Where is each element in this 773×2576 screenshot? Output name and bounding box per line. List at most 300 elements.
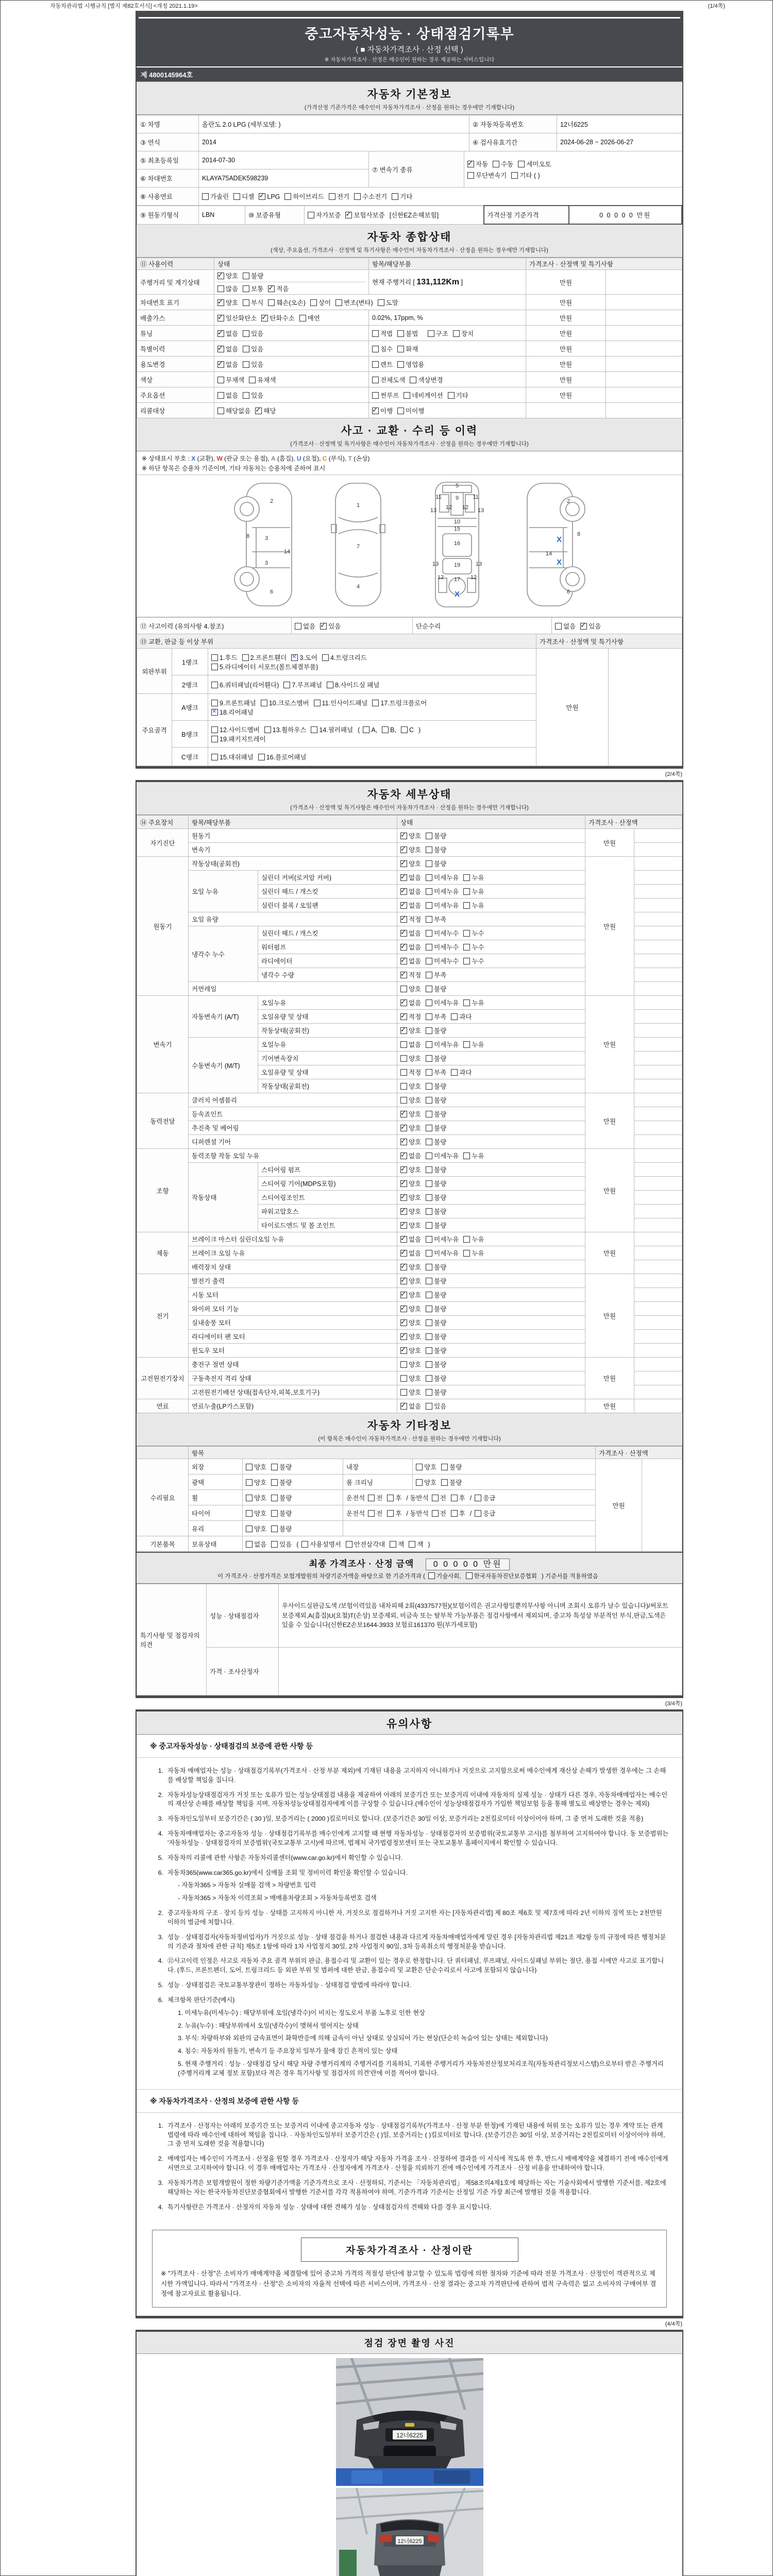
checkbox[interactable] <box>400 1264 407 1270</box>
checkbox[interactable] <box>211 682 218 688</box>
checkbox[interactable] <box>441 1479 448 1486</box>
checkbox[interactable] <box>463 888 470 895</box>
checkbox[interactable] <box>314 700 321 706</box>
usage-label: 튜닝 <box>137 326 214 341</box>
checkbox[interactable] <box>390 1541 396 1548</box>
checkbox[interactable] <box>400 1153 407 1159</box>
checkbox[interactable] <box>400 1139 407 1145</box>
checkbox[interactable] <box>400 860 407 867</box>
device-state <box>397 1371 585 1385</box>
checkbox[interactable] <box>397 346 404 352</box>
checkbox[interactable] <box>249 377 256 383</box>
checkbox[interactable] <box>243 346 249 352</box>
checkbox[interactable] <box>400 1208 407 1215</box>
checkbox[interactable] <box>372 377 379 383</box>
checkbox[interactable] <box>400 1222 407 1229</box>
option-기타: 기타 <box>448 392 468 399</box>
checkbox[interactable] <box>400 1306 407 1312</box>
checkbox[interactable] <box>451 1013 458 1020</box>
checkbox[interactable] <box>400 1375 407 1382</box>
checkbox[interactable] <box>426 1097 432 1104</box>
checkbox[interactable] <box>202 193 209 200</box>
checkbox[interactable] <box>311 726 317 733</box>
checkbox[interactable] <box>271 1510 278 1517</box>
option-누유: 누유 <box>463 1041 484 1048</box>
checkbox[interactable] <box>243 361 249 368</box>
checkbox[interactable] <box>416 1464 423 1470</box>
checkbox[interactable] <box>426 888 432 895</box>
inspection-form <box>136 11 683 2576</box>
checkbox[interactable] <box>463 874 470 881</box>
checkbox[interactable] <box>475 1495 481 1501</box>
checkbox[interactable] <box>463 1041 470 1048</box>
checkbox[interactable] <box>400 1041 407 1048</box>
checkbox[interactable] <box>261 315 268 321</box>
checkbox[interactable] <box>211 709 218 716</box>
checkbox[interactable] <box>400 916 407 923</box>
option-불량: 불량 <box>426 860 446 868</box>
base-price-value: 0 0 0 0 0 만원 <box>569 206 682 224</box>
checkbox[interactable] <box>426 1013 432 1020</box>
option-없음: ✓ 없음 <box>400 944 421 951</box>
checkbox[interactable] <box>400 1069 407 1076</box>
legend-part: W <box>216 455 223 462</box>
checkbox[interactable] <box>400 1292 407 1298</box>
checkbox[interactable] <box>233 193 240 200</box>
device-state <box>397 1330 585 1344</box>
checkbox[interactable] <box>271 1464 278 1470</box>
checkbox[interactable] <box>211 726 218 733</box>
checkbox[interactable] <box>475 1510 481 1517</box>
checkbox[interactable] <box>453 330 460 337</box>
checkbox[interactable] <box>264 726 271 733</box>
checkbox[interactable] <box>400 930 407 937</box>
checkbox[interactable] <box>426 1166 432 1173</box>
checkbox[interactable] <box>426 902 432 909</box>
checkbox[interactable] <box>243 285 249 292</box>
checkbox[interactable] <box>400 1013 407 1020</box>
option-없음: ✓ 없음 <box>217 330 238 337</box>
checkbox[interactable] <box>426 874 432 881</box>
option-있음: 있음 <box>271 1541 292 1548</box>
checkbox[interactable] <box>428 330 434 337</box>
checkbox[interactable] <box>329 193 335 200</box>
checkbox[interactable] <box>426 1250 432 1257</box>
checkbox[interactable] <box>426 1375 432 1382</box>
option-해당없음: 해당없음 <box>217 408 250 415</box>
checkbox[interactable] <box>493 161 499 167</box>
option-양호: ✓ 양호 <box>400 1347 421 1354</box>
checkbox[interactable] <box>426 930 432 937</box>
checkbox[interactable] <box>400 1361 407 1368</box>
usage-item: 0.02%, 17ppm, % <box>369 310 526 326</box>
checkbox[interactable] <box>426 1180 432 1187</box>
checkbox[interactable] <box>400 833 407 839</box>
repair-item-a: 타이어 <box>189 1505 243 1521</box>
checkbox[interactable] <box>368 1495 375 1501</box>
checkbox[interactable] <box>426 1069 432 1076</box>
checkbox[interactable] <box>400 1055 407 1062</box>
checkbox[interactable] <box>426 1055 432 1062</box>
option-부식: 부식 <box>243 299 263 307</box>
checkbox[interactable] <box>327 682 333 688</box>
checkbox[interactable] <box>426 916 432 923</box>
checkbox[interactable] <box>397 330 404 337</box>
checkbox[interactable] <box>426 1333 432 1340</box>
checkbox[interactable] <box>441 1464 448 1470</box>
checkbox[interactable] <box>426 860 432 867</box>
rank-items <box>208 649 536 675</box>
checkbox[interactable] <box>246 1526 253 1532</box>
checkbox[interactable] <box>463 958 470 964</box>
option-이행: ✓ 이행 <box>372 408 393 415</box>
checkbox[interactable] <box>217 377 224 383</box>
checkbox[interactable] <box>426 1222 432 1229</box>
checkbox[interactable] <box>400 999 407 1006</box>
device-state <box>397 1385 585 1399</box>
checkbox[interactable] <box>426 958 432 964</box>
checkbox[interactable] <box>426 1027 432 1034</box>
checkbox[interactable] <box>268 285 275 292</box>
checkbox[interactable] <box>310 299 317 306</box>
checkbox[interactable] <box>246 1495 253 1501</box>
option-무채색: 무채색 <box>217 377 244 384</box>
checkbox[interactable] <box>400 1097 407 1104</box>
option-5.라디에이터 서포트(볼트체결부품): 5.라디에이터 서포트(볼트체결부품) <box>211 664 318 671</box>
checkbox[interactable] <box>400 1180 407 1187</box>
checkbox[interactable] <box>400 1278 407 1284</box>
checkbox[interactable] <box>400 874 407 881</box>
checkbox[interactable] <box>428 1572 435 1579</box>
checkbox[interactable] <box>426 1292 432 1298</box>
accident-history-options <box>292 618 413 634</box>
checkbox[interactable] <box>211 700 218 706</box>
usage-price <box>526 403 606 418</box>
option-text: / <box>469 1510 472 1517</box>
page-marker-3: (3/4쪽) <box>665 1701 682 1707</box>
checkbox[interactable] <box>426 1125 432 1131</box>
panel-number-3: 3 <box>264 560 268 566</box>
device-label: 제동 <box>137 1232 189 1274</box>
checkbox[interactable] <box>463 930 470 937</box>
checkbox[interactable] <box>426 1306 432 1312</box>
option-text: [신한EZ손해보험] <box>389 212 439 219</box>
checkbox[interactable] <box>400 1083 407 1090</box>
checkbox[interactable] <box>322 654 329 661</box>
checkbox[interactable] <box>217 299 224 306</box>
checkbox[interactable] <box>397 361 404 368</box>
checkbox[interactable] <box>410 377 416 383</box>
checkbox[interactable] <box>259 193 265 200</box>
checkbox[interactable] <box>295 623 301 630</box>
option-전: 전 <box>368 1510 382 1517</box>
checkbox[interactable] <box>400 1250 407 1257</box>
device-item: 와이퍼 모터 기능 <box>189 1302 397 1316</box>
checkbox[interactable] <box>211 754 218 760</box>
checkbox[interactable] <box>400 1319 407 1326</box>
checkbox[interactable] <box>451 1510 458 1517</box>
checkbox[interactable] <box>580 623 587 630</box>
checkbox[interactable] <box>246 1541 253 1548</box>
checkbox[interactable] <box>217 392 224 399</box>
checkbox[interactable] <box>258 754 265 760</box>
checkbox[interactable] <box>555 623 562 630</box>
repair-b-options <box>413 1475 596 1490</box>
checkbox[interactable] <box>217 408 224 414</box>
checkbox[interactable] <box>372 392 379 399</box>
checkbox[interactable] <box>511 172 518 179</box>
checkbox[interactable] <box>426 1236 432 1243</box>
checkbox[interactable] <box>409 1541 415 1548</box>
checkbox[interactable] <box>243 392 249 399</box>
option-영업용: 영업용 <box>397 361 424 368</box>
checkbox[interactable] <box>426 1361 432 1368</box>
checkbox[interactable] <box>382 726 389 733</box>
checkbox[interactable] <box>217 285 224 292</box>
option-후: 후 <box>387 1495 401 1502</box>
option-불량: 불량 <box>271 1479 292 1486</box>
device-state <box>397 1121 585 1135</box>
device-subgroup: 작동상태 <box>189 1163 258 1232</box>
checkbox[interactable] <box>432 1495 439 1501</box>
detail-header-item: 항목/해당부품 <box>189 816 397 829</box>
checkbox[interactable] <box>426 1208 432 1215</box>
option-네비게이션: 네비게이션 <box>404 392 443 399</box>
checkbox[interactable] <box>426 1389 432 1396</box>
checkbox[interactable] <box>426 846 432 853</box>
notice-item: 4. ⑫사고이력 인정은 사고로 자동차 주요 골격 부위의 판금, 용접수리 및 교환이 있는 경우로 한정합니다. 단 쿼터패널, 루프패널, 사이드실패널 부위는 절단, 용접 시에만 사고로 표기합니다. (후드, 프론트펜더, 도어, 트렁크리드 등 외판 부위 및 범퍼에 대한 판금, 용접수리 및 교환은 단순수리로서 사고에 포함되지 않습니다) <box>158 1957 664 1974</box>
checkbox[interactable] <box>320 623 327 630</box>
device-item: 브레이크 오일 누유 <box>189 1246 397 1260</box>
checkbox[interactable] <box>400 1194 407 1201</box>
checkbox[interactable] <box>426 1278 432 1284</box>
device-item: 고전원전기배선 상태(접속단자,피복,보호기구) <box>189 1385 397 1399</box>
year-value: 2014 <box>199 133 469 151</box>
device-item: 오일누유 <box>258 996 397 1010</box>
option-자가보증: 자가보증 <box>308 212 341 219</box>
checkbox[interactable] <box>400 1125 407 1131</box>
checkbox[interactable] <box>217 330 224 337</box>
usage-state <box>214 357 369 372</box>
checkbox[interactable] <box>354 193 361 200</box>
option-불량: 불량 <box>426 1194 446 1201</box>
checkbox[interactable] <box>387 1510 394 1517</box>
checkbox[interactable] <box>400 1403 407 1410</box>
checkbox[interactable] <box>463 944 470 951</box>
checkbox[interactable] <box>271 1479 278 1486</box>
option-있음: 있음 <box>243 361 263 368</box>
repair-item-a: 외장 <box>189 1459 243 1475</box>
checkbox[interactable] <box>400 1333 407 1340</box>
checkbox[interactable] <box>400 888 407 895</box>
checkbox[interactable] <box>243 330 249 337</box>
checkbox[interactable] <box>426 1194 432 1201</box>
checkbox[interactable] <box>400 972 407 978</box>
checkbox[interactable] <box>243 299 249 306</box>
checkbox[interactable] <box>426 986 432 992</box>
checkbox[interactable] <box>400 902 407 909</box>
checkbox[interactable] <box>426 1319 432 1326</box>
checkbox[interactable] <box>372 361 379 368</box>
checkbox[interactable] <box>268 299 275 306</box>
vin-value: KLAYA75ADEK598239 <box>199 170 369 188</box>
checkbox[interactable] <box>426 972 432 978</box>
checkbox[interactable] <box>301 1541 308 1548</box>
checkbox[interactable] <box>400 1389 407 1396</box>
option-text: / 동반석 <box>406 1510 429 1517</box>
checkbox[interactable] <box>463 902 470 909</box>
option-색상변경: 색상변경 <box>410 377 443 384</box>
legend-part: T <box>348 455 352 462</box>
checkbox[interactable] <box>400 1027 407 1034</box>
checkbox[interactable] <box>400 958 407 964</box>
checkbox[interactable] <box>392 193 398 200</box>
checkbox[interactable] <box>271 1526 278 1532</box>
checkbox[interactable] <box>416 1479 423 1486</box>
checkbox[interactable] <box>463 1153 470 1159</box>
checkbox[interactable] <box>426 1111 432 1117</box>
checkbox[interactable] <box>271 1541 278 1548</box>
notice-subitem: - 자동차365 > 자동차 실매물 검색 > 차량번호 입력 <box>178 1882 316 1889</box>
checkbox[interactable] <box>283 682 290 688</box>
checkbox[interactable] <box>466 1572 473 1579</box>
checkbox[interactable] <box>426 1403 432 1410</box>
checkbox[interactable] <box>400 1111 407 1117</box>
option-썬루프: 썬루프 <box>372 392 399 399</box>
checkbox[interactable] <box>346 1541 352 1548</box>
checkbox[interactable] <box>432 1510 439 1517</box>
option-안전삼각대: 안전삼각대 <box>346 1541 385 1548</box>
checkbox[interactable] <box>261 700 267 706</box>
checkbox[interactable] <box>211 664 218 670</box>
exchange-x-mark: X <box>556 535 562 544</box>
checkbox[interactable] <box>308 212 314 218</box>
usage-label: 색상 <box>137 372 214 387</box>
device-item: 구동축전지 격리 상태 <box>189 1371 397 1385</box>
checkbox[interactable] <box>401 726 408 733</box>
checkbox[interactable] <box>426 1041 432 1048</box>
checkbox[interactable] <box>255 408 262 414</box>
checkbox[interactable] <box>426 1139 432 1145</box>
usage-price: 만원 <box>526 270 606 295</box>
legend-part: (부식), <box>327 455 348 462</box>
checkbox[interactable] <box>448 392 455 399</box>
checkbox[interactable] <box>400 944 407 951</box>
checkbox[interactable] <box>299 315 306 321</box>
notice-band <box>137 1711 682 1735</box>
checkbox[interactable] <box>426 1153 432 1159</box>
usage-label: 주요옵션 <box>137 387 214 403</box>
checkbox[interactable] <box>426 1347 432 1354</box>
first-reg-value: 2014-07-30 <box>199 151 369 170</box>
checkbox[interactable] <box>372 330 379 337</box>
checkbox[interactable] <box>217 315 224 321</box>
device-state <box>397 857 585 871</box>
checkbox[interactable] <box>243 273 249 279</box>
checkbox[interactable] <box>400 1236 407 1243</box>
option-적법: 적법 <box>372 330 393 337</box>
accident-title: 사고 · 교환 · 수리 등 이력 <box>341 425 478 437</box>
device-state <box>397 912 585 926</box>
notice-subitem: - 자동차365 > 자동차 이력조회 > 매매용차량조회 > 자동차등록번호 검색 <box>178 1894 377 1902</box>
checkbox[interactable] <box>463 1236 470 1243</box>
checkbox[interactable] <box>217 346 224 352</box>
checkbox[interactable] <box>246 1510 253 1517</box>
checkbox[interactable] <box>467 172 474 179</box>
checkbox[interactable] <box>372 408 379 414</box>
warranty-options <box>305 206 484 224</box>
device-item: 추진축 및 베어링 <box>189 1121 397 1135</box>
inspection-value: 2024-06-28 ~ 2026-06-27 <box>557 133 682 151</box>
checkbox[interactable] <box>426 1083 432 1090</box>
checkbox[interactable] <box>426 944 432 951</box>
checkbox[interactable] <box>426 999 432 1006</box>
checkbox[interactable] <box>378 299 384 306</box>
checkbox[interactable] <box>345 212 352 218</box>
checkbox[interactable] <box>217 273 224 279</box>
checkbox[interactable] <box>400 846 407 853</box>
option-있음: 있음 <box>243 346 263 353</box>
checkbox[interactable] <box>387 1495 394 1501</box>
checkbox[interactable] <box>217 361 224 368</box>
checkbox[interactable] <box>400 986 407 992</box>
checkbox[interactable] <box>426 1264 432 1270</box>
checkbox[interactable] <box>372 700 379 706</box>
device-state <box>397 871 585 885</box>
checkbox[interactable] <box>451 1069 458 1076</box>
checkbox[interactable] <box>400 1347 407 1354</box>
checkbox[interactable] <box>335 299 342 306</box>
panel-number-7: 7 <box>356 544 360 550</box>
checkbox[interactable] <box>372 346 379 352</box>
option-도말: 도말 <box>378 299 398 307</box>
page-marker-4: (4/4쪽) <box>665 2321 682 2328</box>
usage-state <box>214 310 369 326</box>
device-label: 연료 <box>137 1399 189 1413</box>
page-meta <box>50 2 725 10</box>
comprehensive-section-band <box>137 225 682 258</box>
option-적정: ✓ 적정 <box>400 1013 421 1021</box>
checkbox[interactable] <box>463 1250 470 1257</box>
opinion-table <box>137 1584 682 1696</box>
device-item: 작동상태(공회전) <box>258 1024 397 1038</box>
checkbox[interactable] <box>451 1495 458 1501</box>
checkbox[interactable] <box>467 161 474 167</box>
checkbox[interactable] <box>211 654 218 661</box>
checkbox[interactable] <box>246 1479 253 1486</box>
checkbox[interactable] <box>242 654 249 661</box>
checkbox[interactable] <box>271 1495 278 1501</box>
checkbox[interactable] <box>397 408 404 414</box>
checkbox[interactable] <box>368 1510 375 1517</box>
checkbox[interactable] <box>404 392 410 399</box>
checkbox[interactable] <box>284 193 291 200</box>
panel-number-11: 11 <box>435 494 442 500</box>
device-item: 파워고압호스 <box>258 1205 397 1218</box>
checkbox[interactable] <box>400 1166 407 1173</box>
device-price: 만원 <box>585 1149 634 1232</box>
checkbox[interactable] <box>291 654 298 661</box>
option-있음: ✓ 있음 <box>320 623 341 630</box>
checkbox[interactable] <box>518 161 525 167</box>
checkbox[interactable] <box>363 726 369 733</box>
checkbox[interactable] <box>463 999 470 1006</box>
notice-item: 3. 성능 · 상태점검자(자동차정비업자)가 거짓으로 성능 · 상태 점검을 하거나 점검한 내용과 다르게 자동차매매업자에게 알린 경우 [자동차관리법 제21조 제2항 등의 규정에 따른 행정처분의 기준과 절차에 관한 규칙] 제5조 1항에 따라 1차 사업정지 30일, 2차 사업정지 90일, 3차 등록취소의 행정처분을 받습니다. <box>158 1933 666 1950</box>
checkbox[interactable] <box>426 833 432 839</box>
checkbox[interactable] <box>211 736 218 742</box>
checkbox[interactable] <box>246 1464 253 1470</box>
usage-item <box>369 387 526 403</box>
